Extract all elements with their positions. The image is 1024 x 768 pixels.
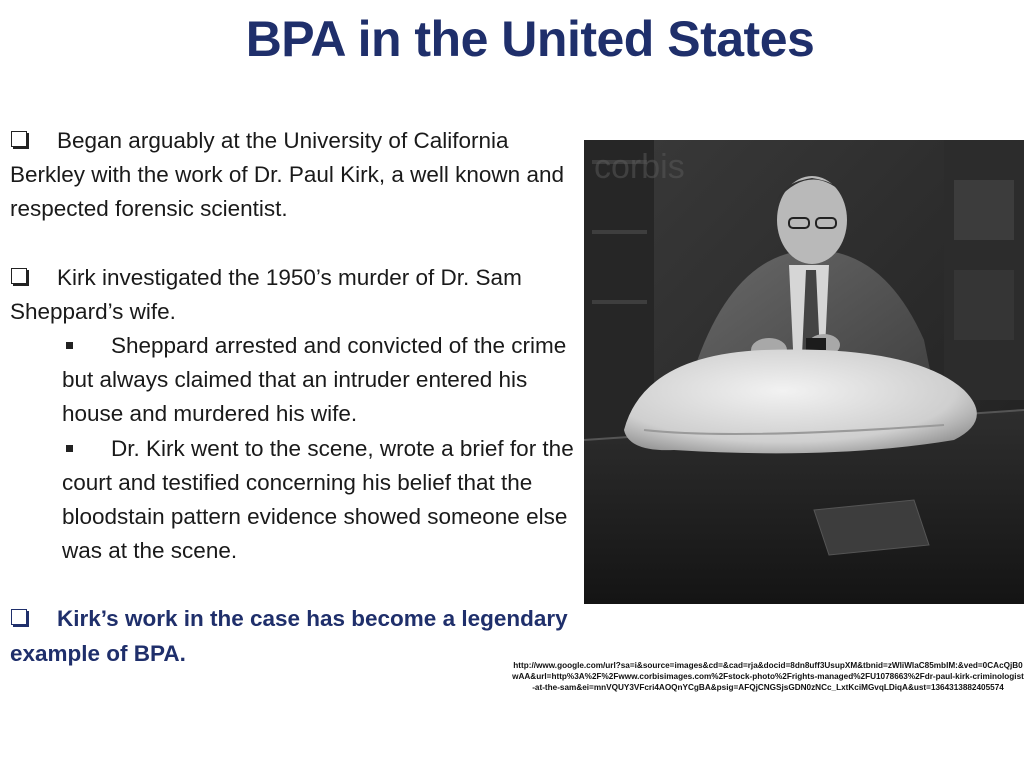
hollow-square-icon xyxy=(11,268,27,284)
sub-bullet-testified xyxy=(10,432,580,569)
bullet-legendary xyxy=(10,602,580,670)
photo-paul-kirk xyxy=(584,140,1024,604)
watermark-text: corbis xyxy=(594,148,685,186)
bullet-university-text: Began arguably at the University of California Berkley with the work of Dr. Paul Kirk, a well known and respected forensic scientist. xyxy=(10,128,564,222)
bullet-sheppard xyxy=(10,261,580,329)
photo-illustration xyxy=(584,140,1024,604)
slide-title: BPA in the United States xyxy=(245,11,815,67)
sub-bullet-convicted xyxy=(10,329,580,432)
slide-body xyxy=(10,124,580,671)
filled-square-icon xyxy=(66,342,73,349)
bullet-legendary-text: Kirk’s work in the case has become a legendary example of BPA. xyxy=(10,606,568,666)
sub-bullet-testified-text: Dr. Kirk went to the scene, wrote a brief for the court and testified concerning his belief that the bloodstain pattern evidence showed someone else was at the scene. xyxy=(62,435,574,564)
filled-square-icon xyxy=(66,445,73,452)
hollow-square-icon xyxy=(11,609,27,625)
bullet-university xyxy=(10,124,580,227)
hollow-square-icon xyxy=(11,131,27,147)
sub-bullet-convicted-text: Sheppard arrested and convicted of the crime but always claimed that an intruder entered his house and murdered his wife. xyxy=(62,333,567,427)
image-source-caption: http://www.google.com/url?sa=i&source=images&cd=&cad=rja&docid=8dn8uff3UsupXM&tbnid=zWliWlaC85mbIM:&ved=0CAcQjB0wAA&url=http%3A%2F%2Fwww.corbisimages.com%2Fstock-photo%2Frights-managed%2FU1078663%2Fdr-paul-kirk-criminologist-at-the-sam&ei=mnVQUY3VFcri4AOQnYCgBA&psig=AFQjCNGSjsGDN0zNCc_LxtKciMGvqLDiqA&ust=1364313882405574 xyxy=(512,661,1024,692)
bullet-sheppard-text: Kirk investigated the 1950’s murder of Dr. Sam Sheppard’s wife. xyxy=(10,264,522,324)
